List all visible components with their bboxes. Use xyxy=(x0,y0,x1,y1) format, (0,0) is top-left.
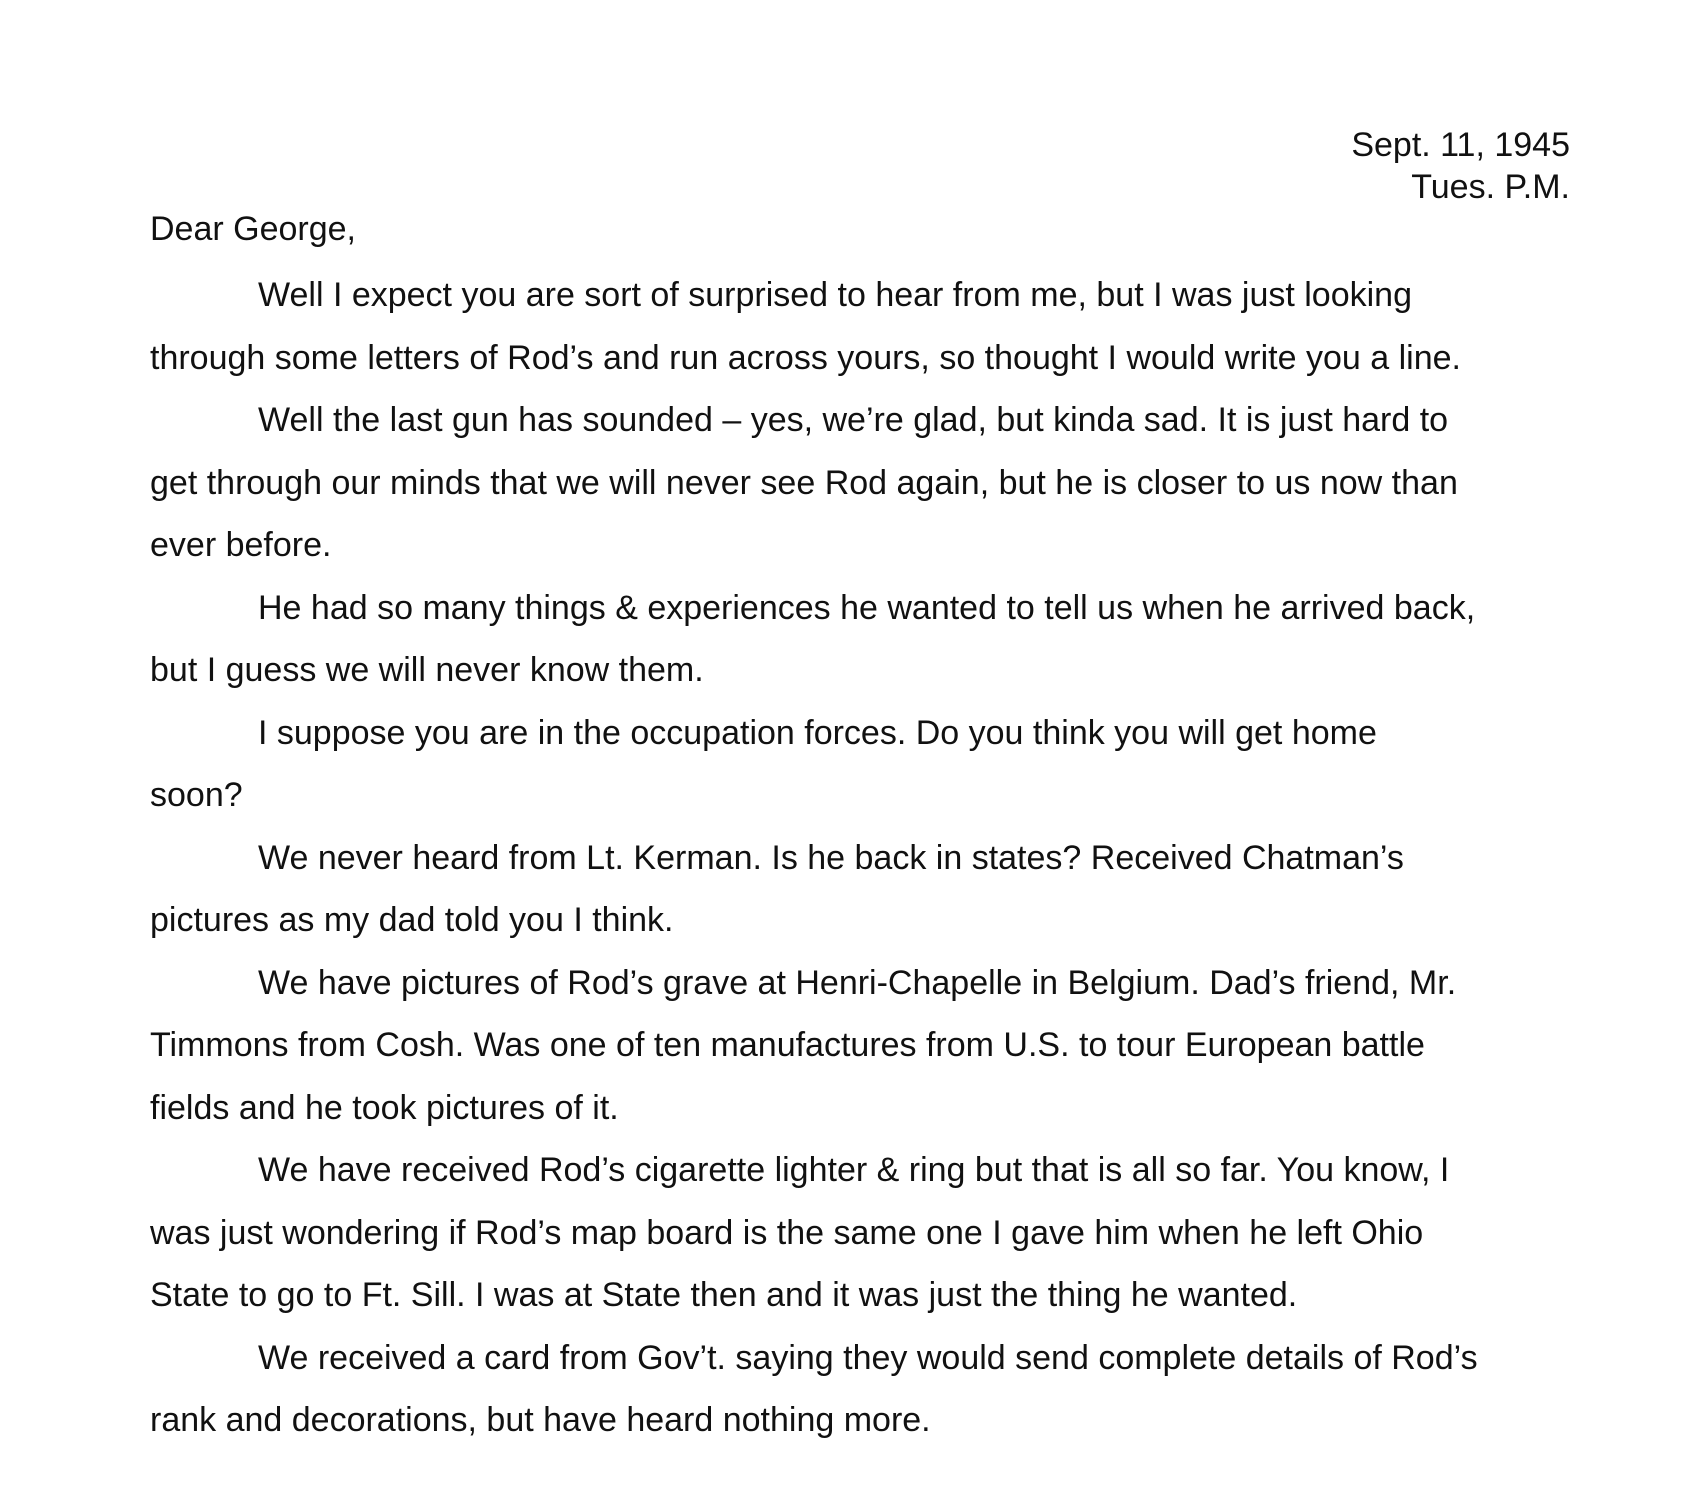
text-line: soon? xyxy=(150,776,243,814)
letter-time: Tues. P.M. xyxy=(1411,168,1570,206)
salutation: Dear George, xyxy=(150,210,356,248)
paragraph xyxy=(150,702,1570,827)
text-line: fields and he took pictures of it. xyxy=(150,1088,619,1127)
text-line: pictures as my dad told you I think. xyxy=(150,901,674,939)
text-line: Timmons from Cosh. Was one of ten manufactures from U.S. to tour European battle xyxy=(150,1026,1425,1064)
text-line: We have pictures of Rod’s grave at Henri-Chapelle in Belgium. Dad’s friend, Mr. xyxy=(258,963,1457,1002)
text-line: but I guess we will never know them. xyxy=(150,651,704,689)
text-line: Well the last gun has sounded – yes, we’re glad, but kinda sad. It is just hard to xyxy=(258,401,1449,439)
text-line: We have received Rod’s cigarette lighter & ring but that is all so far. You know, I xyxy=(258,1151,1450,1189)
text-line: get through our minds that we will never see Rod again, but he is closer to us now than xyxy=(150,463,1458,502)
paragraph xyxy=(150,1139,1570,1327)
paragraph xyxy=(150,827,1570,952)
text-line: rank and decorations, but have heard nothing more. xyxy=(150,1401,931,1439)
paragraph xyxy=(150,264,1570,389)
letter-body xyxy=(150,264,1570,1452)
text-line: was just wondering if Rod’s map board is the same one I gave him when he left Ohio xyxy=(150,1213,1424,1252)
date-block xyxy=(150,124,1570,208)
letter-date: Sept. 11, 1945 xyxy=(1351,126,1570,164)
text-line: through some letters of Rod’s and run across yours, so thought I would write you a line. xyxy=(150,338,1461,377)
text-line: State to go to Ft. Sill. I was at State then and it was just the thing he wanted. xyxy=(150,1276,1298,1314)
text-line: We never heard from Lt. Kerman. Is he back in states? Received Chatman’s xyxy=(258,838,1404,877)
text-line: Well I expect you are sort of surprised to hear from me, but I was just looking xyxy=(258,276,1412,314)
paragraph xyxy=(150,389,1570,577)
text-line: ever before. xyxy=(150,526,332,564)
paragraph xyxy=(150,577,1570,702)
text-line: We received a card from Gov’t. saying they would send complete details of Rod’s xyxy=(258,1338,1478,1377)
letter-page xyxy=(150,124,1570,1452)
text-line: He had so many things & experiences he wanted to tell us when he arrived back, xyxy=(258,588,1476,627)
paragraph xyxy=(150,952,1570,1140)
paragraph xyxy=(150,1327,1570,1452)
text-line: I suppose you are in the occupation forces. Do you think you will get home xyxy=(258,713,1377,752)
